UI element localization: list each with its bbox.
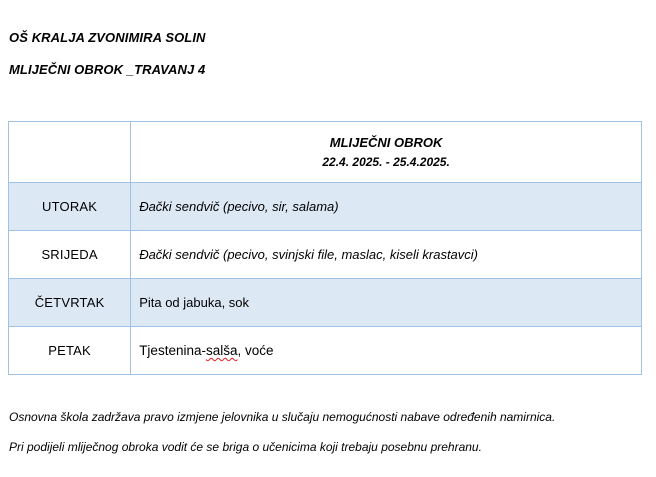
header-meal-cell (131, 122, 642, 183)
meal-menu-table (8, 121, 642, 375)
day-cell-tuesday: UTORAK (9, 183, 131, 231)
spellcheck-flagged-word: salša (205, 343, 238, 358)
note-special-diet: Pri podijeli mliječnog obroka vodit će se briga o učenicima koji trebaju posebnu prehranu. (9, 440, 482, 454)
meal-text-part: Tjestenina- (139, 343, 206, 358)
day-cell-friday: PETAK (9, 327, 131, 375)
document-subtitle: MLIJEČNI OBROK _TRAVANJ 4 (9, 62, 206, 77)
table-row (9, 279, 642, 327)
meal-cell-friday (131, 327, 642, 375)
table-row (9, 231, 642, 279)
school-name: OŠ KRALJA ZVONIMIRA SOLIN (9, 30, 206, 45)
meal-cell-tuesday: Đački sendvič (pecivo, sir, salama) (131, 183, 642, 231)
table-row (9, 327, 642, 375)
table-title: MLIJEČNI OBROK (329, 135, 443, 150)
note-menu-changes: Osnovna škola zadržava pravo izmjene jelovnika u slučaju nemogućnosti nabave određenih namirnica. (9, 410, 556, 424)
day-cell-wednesday: SRIJEDA (9, 231, 131, 279)
date-range: 22.4. 2025. - 25.4.2025. (322, 155, 450, 169)
table-row (9, 183, 642, 231)
meal-cell-wednesday: Đački sendvič (pecivo, svinjski file, maslac, kiseli krastavci) (131, 231, 642, 279)
meal-cell-thursday: Pita od jabuka, sok (131, 279, 642, 327)
day-cell-thursday: ČETVRTAK (9, 279, 131, 327)
table-header-row (9, 122, 642, 183)
header-day-cell (9, 122, 131, 183)
meal-text-part: , voće (237, 343, 274, 358)
